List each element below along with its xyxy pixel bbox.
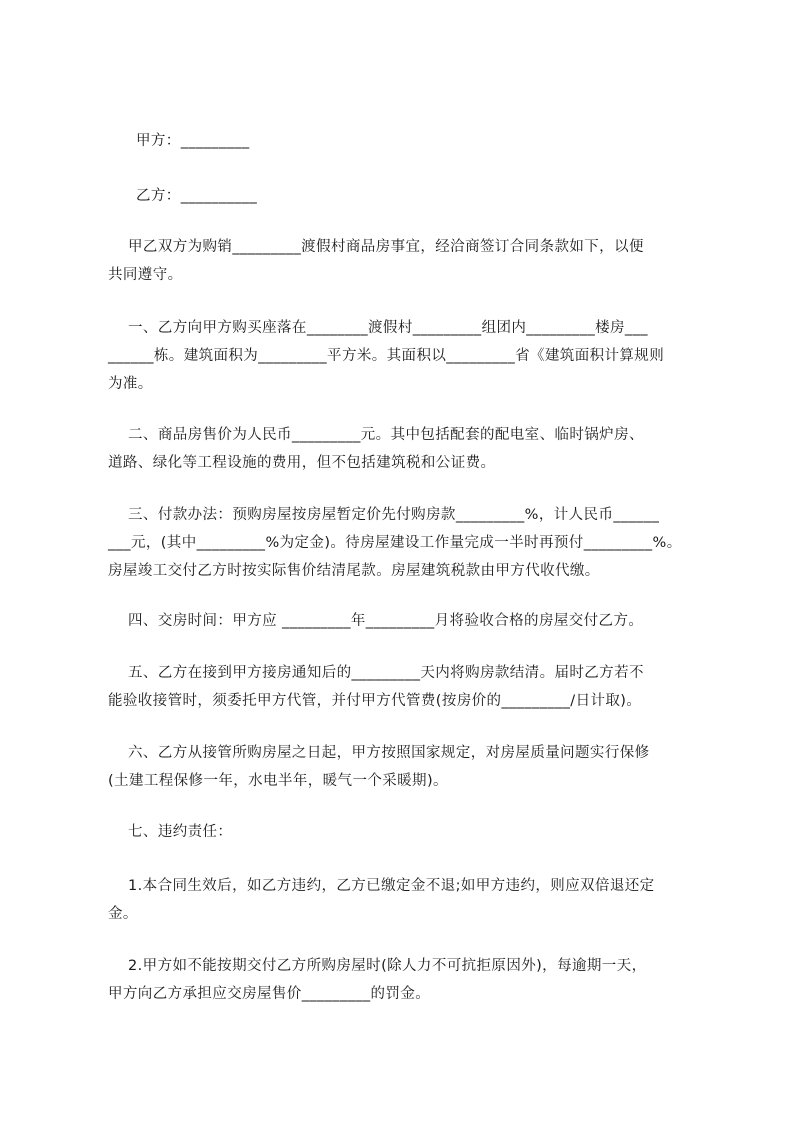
clause-3-line: 三、付款办法：预购房屋按房屋暂定价先付购房款_________%，计人民币______ — [108, 507, 660, 523]
clause-5-line: 五、乙方在接到甲方接房通知后的_________天内将购房款结清。届时乙方若不 — [108, 665, 644, 681]
item-1-line: 金。 — [108, 906, 138, 922]
party-b-line — [136, 182, 736, 210]
intro-paragraph — [108, 233, 708, 289]
clause-7-heading — [108, 818, 708, 846]
party-a-line — [136, 127, 736, 155]
clause-5-paragraph — [108, 659, 708, 715]
clause-6-line: 六、乙方从接管所购房屋之日起，甲方按照国家规定，对房屋质量问题实行保修 — [108, 745, 650, 761]
clause-1-line: ______栋。建筑面积为_________平方米。其面积以_________省《建筑面积计算规则 — [108, 348, 665, 364]
clause-2-line: 二、商品房售价为人民币_________元。其中包括配套的配电室、临时锅炉房、 — [108, 427, 644, 443]
clause-1-line: 为准。 — [108, 376, 153, 392]
item-2-paragraph — [108, 952, 708, 1008]
clause-6-paragraph — [108, 739, 708, 795]
item-1-paragraph — [108, 872, 708, 928]
clause-3-line: 房屋竣工交付乙方时按实际售价结清尾款。房屋建筑税款由甲方代收代缴。 — [108, 563, 600, 579]
clause-5-line: 能验收接管时，须委托甲方代管，并付甲方代管费(按房价的_________/日计取)。 — [108, 693, 642, 709]
clause-1-paragraph — [108, 314, 708, 398]
intro-line: 甲乙双方为购销_________渡假村商品房事宜，经洽商签订合同条款如下，以便 — [108, 239, 644, 255]
clause-4-line: 四、交房时间：甲方应 _________年_________月将验收合格的房屋交付乙方。 — [108, 613, 644, 629]
clause-4-paragraph — [108, 607, 708, 635]
party-a-text: 甲方：_________ — [136, 133, 250, 149]
item-1-line: 1.本合同生效后，如乙方违约，乙方已缴定金不退;如甲方违约，则应双倍退还定 — [108, 878, 655, 894]
item-2-line: 2.甲方如不能按期交付乙方所购房屋时(除人力不可抗拒原因外)，每逾期一天， — [108, 958, 647, 974]
clause-2-paragraph — [108, 421, 708, 477]
clause-6-line: (土建工程保修一年，水电半年，暖气一个采暖期)。 — [108, 773, 448, 789]
clause-3-line: ___元，(其中_________%为定金)。待房屋建设工作量完成一半时再预付_________%。 — [108, 535, 682, 551]
clause-2-line: 道路、绿化等工程设施的费用，但不包括建筑税和公证费。 — [108, 455, 496, 471]
clause-7-line: 七、违约责任： — [108, 824, 233, 840]
party-b-text: 乙方：__________ — [136, 188, 258, 204]
item-2-line: 甲方向乙方承担应交房屋售价_________的罚金。 — [108, 986, 431, 1002]
clause-3-paragraph — [108, 501, 708, 585]
clause-1-line: 一、乙方向甲方购买座落在________渡假村_________组团内_________楼房___ — [108, 320, 648, 336]
intro-line: 共同遵守。 — [108, 267, 183, 283]
